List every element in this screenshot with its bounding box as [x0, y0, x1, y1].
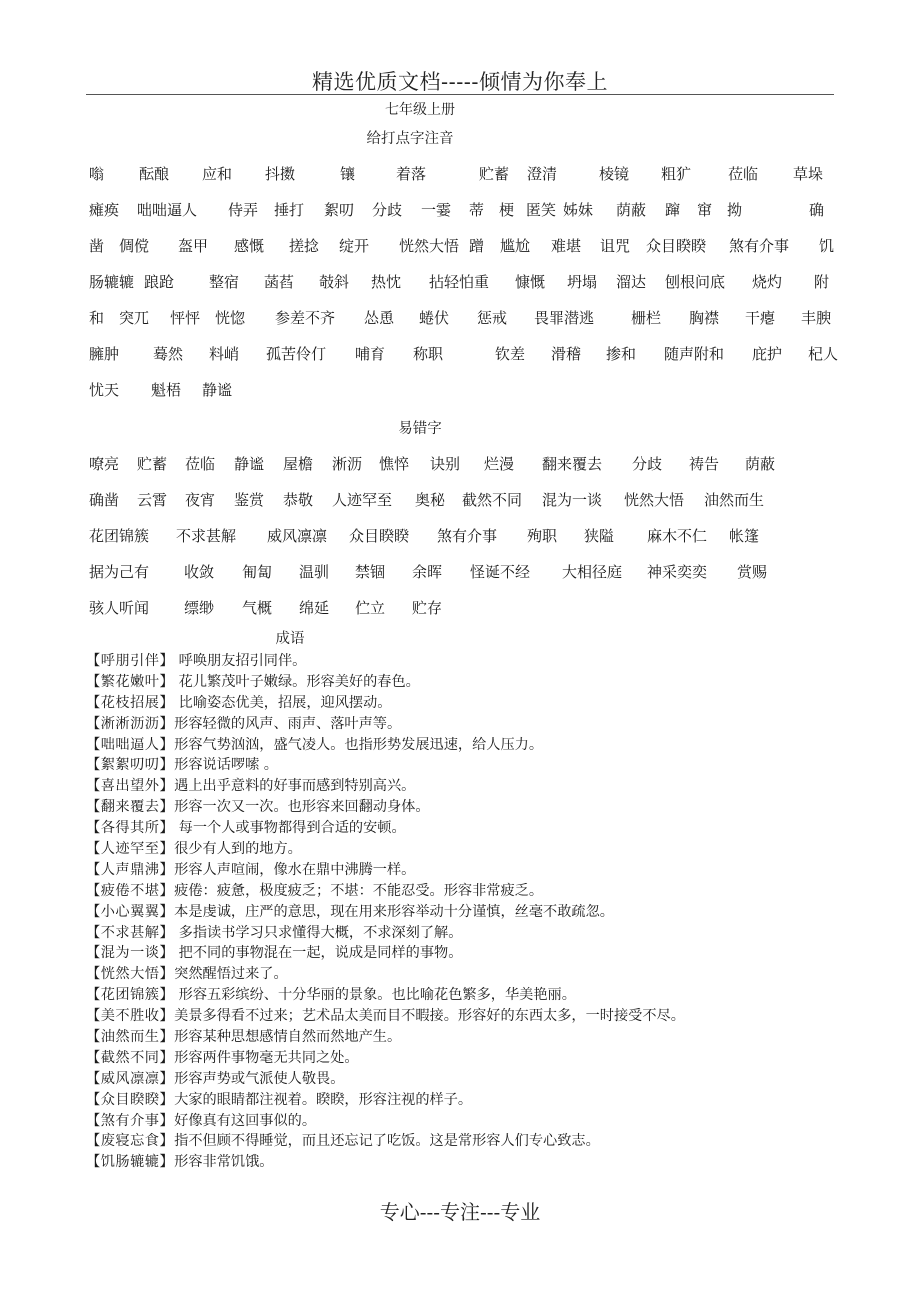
idiom-entry [86, 672, 846, 693]
idiom-definition: 好像真有这回事似的。 [174, 1112, 317, 1129]
pinyin-word: 恍惚 [215, 309, 246, 327]
pinyin-section-title: 给打点字注音 [366, 131, 454, 147]
typo-word: 缥缈 [184, 599, 215, 617]
idiom-entry [86, 1090, 846, 1111]
pinyin-word: 凿 [89, 237, 105, 255]
idiom-term: 【人迹罕至】 [86, 841, 175, 858]
idiom-entry [86, 1048, 846, 1069]
pinyin-word: 煞有介事 [729, 237, 790, 255]
typo-word: 众目睽睽 [349, 527, 410, 545]
typo-word: 温驯 [299, 563, 330, 581]
pinyin-word: 附 [814, 273, 830, 291]
typo-word: 莅临 [185, 455, 216, 473]
pinyin-word: 搓捻 [289, 237, 320, 255]
typo-word: 贮蓄 [137, 455, 168, 473]
idiom-definition: 形容说话啰嗦 。 [174, 757, 278, 774]
pinyin-word: 踉跄 [144, 273, 175, 291]
idiom-definition: 形容两件事物毫无共同之处。 [174, 1049, 359, 1066]
typo-word: 鉴赏 [234, 491, 265, 509]
idiom-list [86, 651, 846, 1173]
pinyin-word: 孤苦伶仃 [266, 345, 327, 363]
idiom-term: 【喜出望外】 [86, 778, 175, 795]
idiom-section-title: 成语 [275, 631, 305, 647]
idiom-definition: 形容某种思想感情自然而然地产生。 [174, 1029, 402, 1046]
idiom-definition: 把不同的事物混在一起，说成是同样的事物。 [174, 945, 463, 962]
idiom-entry [86, 860, 846, 881]
idiom-definition: 形容轻微的风声、雨声、落叶声等。 [174, 715, 402, 732]
idiom-term: 【人声鼎沸】 [86, 861, 175, 878]
idiom-term: 【威风凛凛】 [86, 1070, 175, 1087]
pinyin-word: 匿笑 [526, 201, 557, 219]
pinyin-word: 抖擞 [265, 165, 296, 183]
idiom-term: 【絮絮叨叨】 [86, 757, 175, 774]
idiom-entry [86, 1006, 846, 1027]
pinyin-word: 众目睽睽 [646, 237, 707, 255]
pinyin-word: 一霎 [421, 201, 452, 219]
pinyin-row [89, 379, 849, 403]
idiom-definition: 遇上出乎意料的好事而感到特别高兴。 [174, 778, 416, 795]
idiom-entry [86, 964, 846, 985]
typo-word: 烂漫 [484, 455, 515, 473]
typo-row [89, 525, 849, 549]
pinyin-word: 菡萏 [264, 273, 295, 291]
idiom-definition: 形容一次又一次。也形容来回翻动身体。 [174, 799, 430, 816]
idiom-term: 【疲倦不堪】 [86, 882, 175, 899]
pinyin-row [89, 307, 849, 331]
pinyin-word: 难堪 [551, 237, 582, 255]
typo-word: 夜宵 [185, 491, 216, 509]
typo-word: 荫蔽 [745, 455, 776, 473]
idiom-term: 【繁花嫩叶】 [86, 673, 175, 690]
typo-word: 截然不同 [462, 491, 523, 509]
pinyin-word: 拗 [727, 201, 743, 219]
typo-word: 祷告 [689, 455, 720, 473]
pinyin-word: 溜达 [616, 273, 647, 291]
idiom-term: 【小心翼翼】 [86, 903, 175, 920]
grade-title: 七年级上册 [385, 102, 455, 118]
pinyin-word: 确 [809, 201, 825, 219]
pinyin-word: 蹿 [665, 201, 681, 219]
typo-word: 狭隘 [584, 527, 615, 545]
pinyin-word: 畏罪潜逃 [534, 309, 595, 327]
pinyin-word: 肠辘辘 [89, 273, 135, 291]
pinyin-word: 絮叨 [324, 201, 355, 219]
pinyin-word: 澄清 [527, 165, 558, 183]
pinyin-word: 嗡 [89, 165, 105, 183]
idiom-entry [86, 818, 846, 839]
idiom-term: 【淅淅沥沥】 [86, 715, 175, 732]
typo-word: 伫立 [355, 599, 386, 617]
pinyin-word: 栅栏 [631, 309, 662, 327]
pinyin-word: 饥 [819, 237, 835, 255]
pinyin-word: 参差不齐 [275, 309, 336, 327]
idiom-definition: 形容气势汹汹，盛气凌人。也指形势发展迅速，给人压力。 [174, 736, 544, 753]
typo-word: 收敛 [184, 563, 215, 581]
header-title: 精选优质文档-----倾情为你奉上 [312, 70, 608, 94]
idiom-term: 【油然而生】 [86, 1029, 175, 1046]
pinyin-word: 绽开 [339, 237, 370, 255]
idiom-entry [86, 714, 846, 735]
idiom-definition: 很少有人到的地方。 [174, 841, 302, 858]
pinyin-word: 蓦然 [153, 345, 184, 363]
idiom-entry [86, 735, 846, 756]
idiom-entry [86, 797, 846, 818]
pinyin-word: 镶 [340, 165, 356, 183]
typo-word: 帐篷 [729, 527, 760, 545]
idiom-definition: 突然醒悟过来了。 [174, 966, 288, 983]
pinyin-word: 料峭 [209, 345, 240, 363]
pinyin-word: 哺育 [355, 345, 386, 363]
idiom-term: 【不求甚解】 [86, 924, 175, 941]
typo-word: 殉职 [527, 527, 558, 545]
idiom-term: 【花团锦簇】 [86, 987, 175, 1004]
pinyin-word: 分歧 [372, 201, 403, 219]
idiom-definition: 形容人声喧闹，像水在鼎中沸腾一样。 [174, 861, 416, 878]
idiom-definition: 美景多得看不过来；艺术品太美而目不暇接。形容好的东西太多，一时接受不尽。 [174, 1008, 685, 1025]
idiom-definition: 呼唤朋友招引同伴。 [174, 653, 307, 669]
typo-word: 怪诞不经 [470, 563, 531, 581]
idiom-entry [86, 985, 846, 1006]
idiom-entry [86, 943, 846, 964]
typo-word: 匍匐 [242, 563, 273, 581]
typo-word: 静谧 [234, 455, 265, 473]
idiom-definition: 疲倦：疲惫，极度疲乏；不堪：不能忍受。形容非常疲乏。 [174, 882, 544, 899]
idiom-entry [86, 1111, 846, 1132]
typo-word: 翻来覆去 [542, 455, 603, 473]
typo-word: 混为一谈 [542, 491, 603, 509]
idiom-definition: 形容声势或气派使人敬畏。 [174, 1070, 345, 1087]
pinyin-word: 梗 [499, 201, 515, 219]
typo-word: 煞有介事 [437, 527, 498, 545]
pinyin-word: 棱镜 [599, 165, 630, 183]
typo-row [89, 489, 849, 513]
pinyin-word: 瘫痪 [89, 201, 120, 219]
typo-word: 威风凛凛 [267, 527, 328, 545]
pinyin-word: 莅临 [728, 165, 759, 183]
idiom-term: 【混为一谈】 [86, 945, 175, 962]
idiom-term: 【截然不同】 [86, 1049, 175, 1066]
pinyin-word: 倜傥 [119, 237, 150, 255]
idiom-term: 【众目睽睽】 [86, 1091, 175, 1108]
pinyin-word: 滑稽 [551, 345, 582, 363]
pinyin-word: 臃肿 [89, 345, 120, 363]
pinyin-word: 诅咒 [600, 237, 631, 255]
pinyin-word: 姊妹 [563, 201, 594, 219]
pinyin-word: 突兀 [119, 309, 150, 327]
idiom-definition: 花儿繁茂叶子嫩绿。形容美好的春色。 [174, 673, 420, 690]
idiom-definition: 形容五彩缤纷、十分华丽的景象。也比喻花色繁多，华美艳丽。 [174, 987, 576, 1004]
pinyin-word: 草垛 [793, 165, 824, 183]
idiom-entry [86, 1069, 846, 1090]
pinyin-word: 整宿 [209, 273, 240, 291]
footer-text: 专心---专注---专业 [379, 1200, 541, 1224]
pinyin-word: 惩戒 [477, 309, 508, 327]
typo-word: 神采奕奕 [647, 563, 708, 581]
pinyin-word: 尴尬 [500, 237, 531, 255]
pinyin-word: 坍塌 [567, 273, 598, 291]
idiom-entry [86, 651, 846, 672]
typo-word: 确凿 [89, 491, 120, 509]
typo-word: 屋檐 [283, 455, 314, 473]
typo-word: 余晖 [412, 563, 443, 581]
pinyin-word: 刨根问底 [665, 273, 726, 291]
idiom-definition: 形容非常饥饿。 [174, 1154, 274, 1171]
pinyin-word: 烧灼 [752, 273, 783, 291]
pinyin-word: 荫蔽 [616, 201, 647, 219]
header-divider [86, 94, 834, 95]
typo-word: 绵延 [299, 599, 330, 617]
typo-word: 大相径庭 [562, 563, 623, 581]
pinyin-word: 魁梧 [151, 381, 182, 399]
pinyin-row [89, 163, 849, 187]
pinyin-word: 掺和 [606, 345, 637, 363]
idiom-definition: 大家的眼睛都注视着。睽睽，形容注视的样子。 [174, 1091, 473, 1108]
typo-word: 恭敬 [283, 491, 314, 509]
typo-word: 麻木不仁 [647, 527, 708, 545]
pinyin-word: 酝酿 [139, 165, 170, 183]
idiom-term: 【废寝忘食】 [86, 1133, 175, 1150]
typo-word: 油然而生 [704, 491, 765, 509]
typo-section-title: 易错字 [398, 421, 442, 437]
typo-word: 人迹罕至 [332, 491, 393, 509]
typo-word: 花团锦簇 [89, 527, 150, 545]
pinyin-word: 热忱 [371, 273, 402, 291]
pinyin-word: 蜷伏 [419, 309, 450, 327]
typo-word: 贮存 [412, 599, 443, 617]
idiom-term: 【咄咄逼人】 [86, 736, 175, 753]
pinyin-word: 随声附和 [664, 345, 725, 363]
pinyin-word: 庇护 [752, 345, 783, 363]
pinyin-word: 胸襟 [689, 309, 720, 327]
pinyin-word: 应和 [202, 165, 233, 183]
pinyin-word: 攲斜 [319, 273, 350, 291]
pinyin-word: 杞人 [808, 345, 839, 363]
idiom-entry [86, 1152, 846, 1173]
idiom-term: 【煞有介事】 [86, 1112, 175, 1129]
pinyin-word: 恍然大悟 [399, 237, 460, 255]
idiom-term: 【呼朋引伴】 [86, 653, 175, 669]
pinyin-word: 着落 [396, 165, 427, 183]
idiom-entry [86, 693, 846, 714]
pinyin-word: 怂恿 [364, 309, 395, 327]
idiom-definition: 本是虔诚，庄严的意思，现在用来形容举动十分谨慎，丝毫不敢疏忽。 [174, 903, 614, 920]
typo-row [89, 597, 849, 621]
typo-word: 嘹亮 [89, 455, 120, 473]
idiom-term: 【美不胜收】 [86, 1008, 175, 1025]
pinyin-word: 拈轻怕重 [429, 273, 490, 291]
idiom-definition: 每一个人或事物都得到合适的安顿。 [174, 820, 406, 837]
pinyin-row [89, 199, 849, 223]
typo-row [89, 561, 849, 585]
typo-word: 分歧 [632, 455, 663, 473]
pinyin-word: 丰腴 [801, 309, 832, 327]
idiom-entry [86, 881, 846, 902]
typo-word: 云霄 [137, 491, 168, 509]
typo-word: 诀别 [430, 455, 461, 473]
pinyin-word: 粗犷 [661, 165, 692, 183]
pinyin-word: 侍弄 [228, 201, 259, 219]
typo-word: 奥秘 [415, 491, 446, 509]
idiom-entry [86, 902, 846, 923]
pinyin-word: 和 [89, 309, 105, 327]
pinyin-word: 蒂 [469, 201, 485, 219]
idiom-term: 【花枝招展】 [86, 694, 175, 711]
idiom-entry [86, 755, 846, 776]
pinyin-word: 蹭 [469, 237, 485, 255]
pinyin-word: 盔甲 [178, 237, 209, 255]
idiom-term: 【恍然大悟】 [86, 966, 175, 983]
typo-word: 恍然大悟 [624, 491, 685, 509]
idiom-term: 【翻来覆去】 [86, 799, 175, 816]
idiom-definition: 指不但顾不得睡觉，而且还忘记了吃饭。这是常形容人们专心致志。 [174, 1133, 600, 1150]
pinyin-row [89, 343, 849, 367]
pinyin-word: 感慨 [234, 237, 265, 255]
pinyin-word: 怦怦 [170, 309, 201, 327]
idiom-definition: 多指读书学习只求懂得大概，不求深刻了解。 [174, 924, 463, 941]
pinyin-word: 干瘪 [745, 309, 776, 327]
typo-word: 憔悴 [379, 455, 410, 473]
typo-word: 淅沥 [332, 455, 363, 473]
pinyin-word: 窜 [697, 201, 713, 219]
idiom-term: 【饥肠辘辘】 [86, 1154, 175, 1171]
typo-word: 据为己有 [89, 563, 150, 581]
pinyin-row [89, 271, 849, 295]
typo-word: 气概 [242, 599, 273, 617]
typo-word: 不求甚解 [176, 527, 237, 545]
typo-row [89, 453, 849, 477]
pinyin-word: 贮蓄 [479, 165, 510, 183]
typo-word: 骇人听闻 [89, 599, 150, 617]
typo-word: 赏赐 [737, 563, 768, 581]
idiom-entry [86, 1131, 846, 1152]
pinyin-word: 忧天 [89, 381, 120, 399]
idiom-definition: 比喻姿态优美，招展，迎风摆动。 [174, 694, 392, 711]
pinyin-row [89, 235, 849, 259]
idiom-entry [86, 923, 846, 944]
idiom-entry [86, 1027, 846, 1048]
pinyin-word: 静谧 [202, 381, 233, 399]
pinyin-word: 称职 [413, 345, 444, 363]
idiom-entry [86, 776, 846, 797]
pinyin-word: 钦差 [495, 345, 526, 363]
idiom-entry [86, 839, 846, 860]
pinyin-word: 咄咄逼人 [137, 201, 198, 219]
pinyin-word: 慷慨 [515, 273, 546, 291]
pinyin-word: 捶打 [274, 201, 305, 219]
typo-word: 禁锢 [355, 563, 386, 581]
idiom-term: 【各得其所】 [86, 820, 175, 837]
